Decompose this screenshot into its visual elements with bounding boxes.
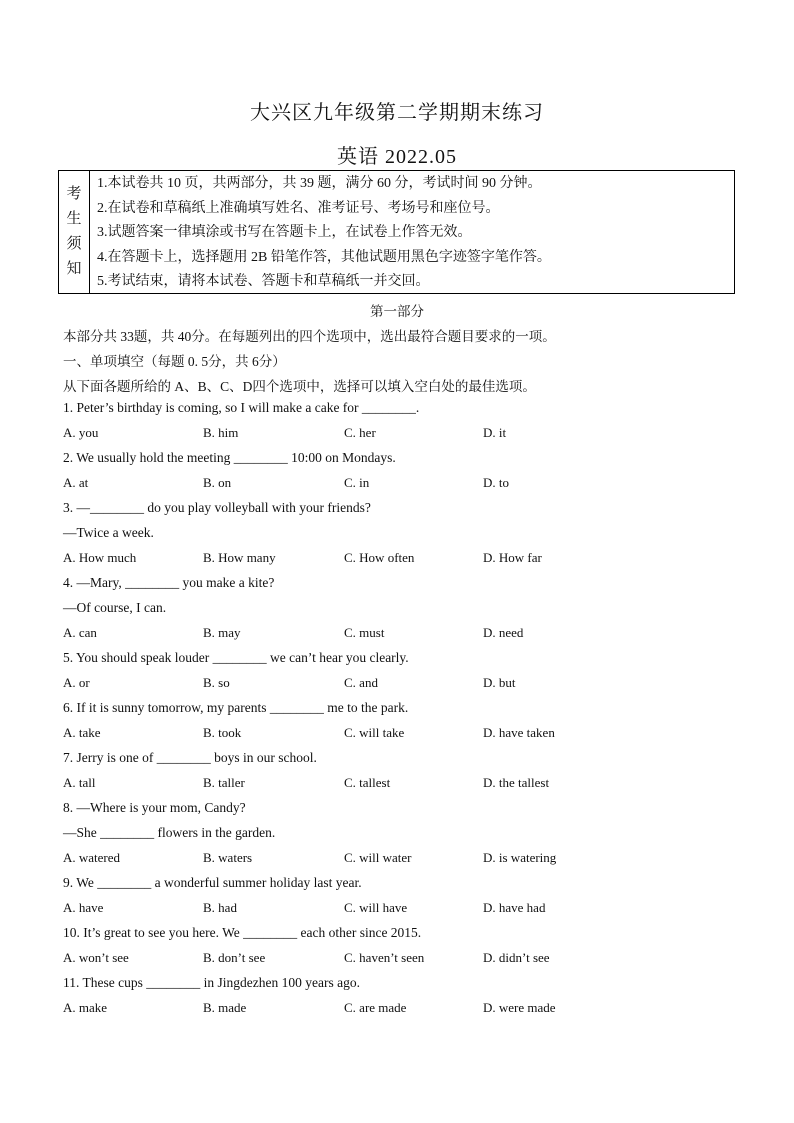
option-b: B. took bbox=[203, 725, 242, 740]
question-stem: 11. These cups ________ in Jingdezhen 100 years ago. bbox=[63, 975, 360, 990]
option-b: B. him bbox=[203, 425, 239, 440]
option-a: A. won’t see bbox=[63, 950, 129, 965]
option-b: B. on bbox=[203, 475, 232, 490]
question-stem: 6. If it is sunny tomorrow, my parents ________ me to the park. bbox=[63, 700, 409, 715]
option-b: B. so bbox=[203, 675, 230, 690]
question-stem: 4. —Mary, ________ you make a kite? bbox=[63, 575, 275, 590]
exam-subtitle: 英语 2022.05 bbox=[337, 146, 457, 168]
option-d: D. were made bbox=[483, 1000, 556, 1015]
notice-label bbox=[59, 171, 90, 293]
question-stem: 1. Peter’s birthday is coming, so I will make a cake for ________. bbox=[63, 400, 420, 415]
option-c: C. and bbox=[344, 675, 378, 690]
option-d: D. need bbox=[483, 625, 524, 640]
part-title: 第一部分 bbox=[370, 304, 424, 319]
question-dialogue-line: —Twice a week. bbox=[63, 525, 154, 540]
option-b: B. may bbox=[203, 625, 241, 640]
option-c: C. must bbox=[344, 625, 385, 640]
option-d: D. it bbox=[483, 425, 507, 440]
question-dialogue-line: —She ________ flowers in the garden. bbox=[63, 825, 276, 840]
notice-label-char: 知 bbox=[66, 261, 82, 277]
notice-item: 5.考试结束，请将本试卷、答题卡和草稿纸一并交回。 bbox=[97, 274, 430, 290]
option-d: D. didn’t see bbox=[483, 950, 550, 965]
option-c: C. will have bbox=[344, 900, 408, 915]
option-a: A. you bbox=[63, 425, 99, 440]
option-d: D. How far bbox=[483, 550, 542, 565]
option-c: C. her bbox=[344, 425, 376, 440]
option-b: B. don’t see bbox=[203, 950, 266, 965]
option-b: B. made bbox=[203, 1000, 247, 1015]
question-stem: 3. —________ do you play volleyball with your friends? bbox=[63, 500, 371, 515]
notice-items bbox=[90, 171, 734, 293]
exam-title: 大兴区九年级第二学期期末练习 bbox=[250, 102, 544, 124]
option-b: B. had bbox=[203, 900, 237, 915]
part-intro: 本部分共 33题，共 40分。在每题列出的四个选项中，选出最符合题目要求的一项。 bbox=[63, 329, 556, 344]
option-d: D. but bbox=[483, 675, 516, 690]
question-stem: 10. It’s great to see you here. We ________ each other since 2015. bbox=[63, 925, 422, 940]
option-d: D. have had bbox=[483, 900, 546, 915]
option-c: C. How often bbox=[344, 550, 415, 565]
question-stem: 7. Jerry is one of ________ boys in our school. bbox=[63, 750, 317, 765]
option-a: A. take bbox=[63, 725, 101, 740]
notice-label-char: 考 bbox=[66, 186, 82, 202]
notice-item: 4.在答题卡上，选择题用 2B 铅笔作答，其他试题用黑色字迹签字笔作答。 bbox=[97, 249, 551, 265]
option-b: B. waters bbox=[203, 850, 253, 865]
option-a: A. make bbox=[63, 1000, 108, 1015]
option-a: A. have bbox=[63, 900, 104, 915]
option-a: A. at bbox=[63, 475, 89, 490]
option-c: C. will water bbox=[344, 850, 412, 865]
option-c: C. tallest bbox=[344, 775, 391, 790]
question-dialogue-line: —Of course, I can. bbox=[63, 600, 167, 615]
option-b: B. taller bbox=[203, 775, 245, 790]
question-stem: 5. You should speak louder ________ we can’t hear you clearly. bbox=[63, 650, 409, 665]
option-a: A. How much bbox=[63, 550, 137, 565]
option-a: A. can bbox=[63, 625, 97, 640]
exam-notice-box bbox=[58, 170, 735, 294]
section-heading: 一、单项填空（每题 0. 5分，共 6分） bbox=[63, 354, 286, 369]
option-d: D. the tallest bbox=[483, 775, 550, 790]
option-c: C. in bbox=[344, 475, 370, 490]
option-a: A. tall bbox=[63, 775, 96, 790]
question-stem: 8. —Where is your mom, Candy? bbox=[63, 800, 246, 815]
option-a: A. watered bbox=[63, 850, 121, 865]
question-stem: 9. We ________ a wonderful summer holiday last year. bbox=[63, 875, 362, 890]
option-b: B. How many bbox=[203, 550, 276, 565]
section-instruction: 从下面各题所给的 A、B、C、D四个选项中，选择可以填入空白处的最佳选项。 bbox=[63, 379, 536, 394]
notice-label-char: 生 bbox=[66, 211, 82, 227]
option-a: A. or bbox=[63, 675, 90, 690]
notice-item: 1.本试卷共 10 页，共两部分，共 39 题，满分 60 分，考试时间 90 分钟。 bbox=[97, 176, 542, 191]
option-c: C. haven’t seen bbox=[344, 950, 425, 965]
option-d: D. have taken bbox=[483, 725, 555, 740]
option-d: D. to bbox=[483, 475, 509, 490]
option-c: C. will take bbox=[344, 725, 405, 740]
notice-item: 2.在试卷和草稿纸上准确填写姓名、准考证号、考场号和座位号。 bbox=[97, 200, 500, 216]
option-d: D. is watering bbox=[483, 850, 557, 865]
option-c: C. are made bbox=[344, 1000, 407, 1015]
notice-item: 3.试题答案一律填涂或书写在答题卡上，在试卷上作答无效。 bbox=[97, 225, 472, 241]
question-stem: 2. We usually hold the meeting ________ 10:00 on Mondays. bbox=[63, 450, 396, 465]
notice-label-char: 须 bbox=[66, 236, 82, 252]
